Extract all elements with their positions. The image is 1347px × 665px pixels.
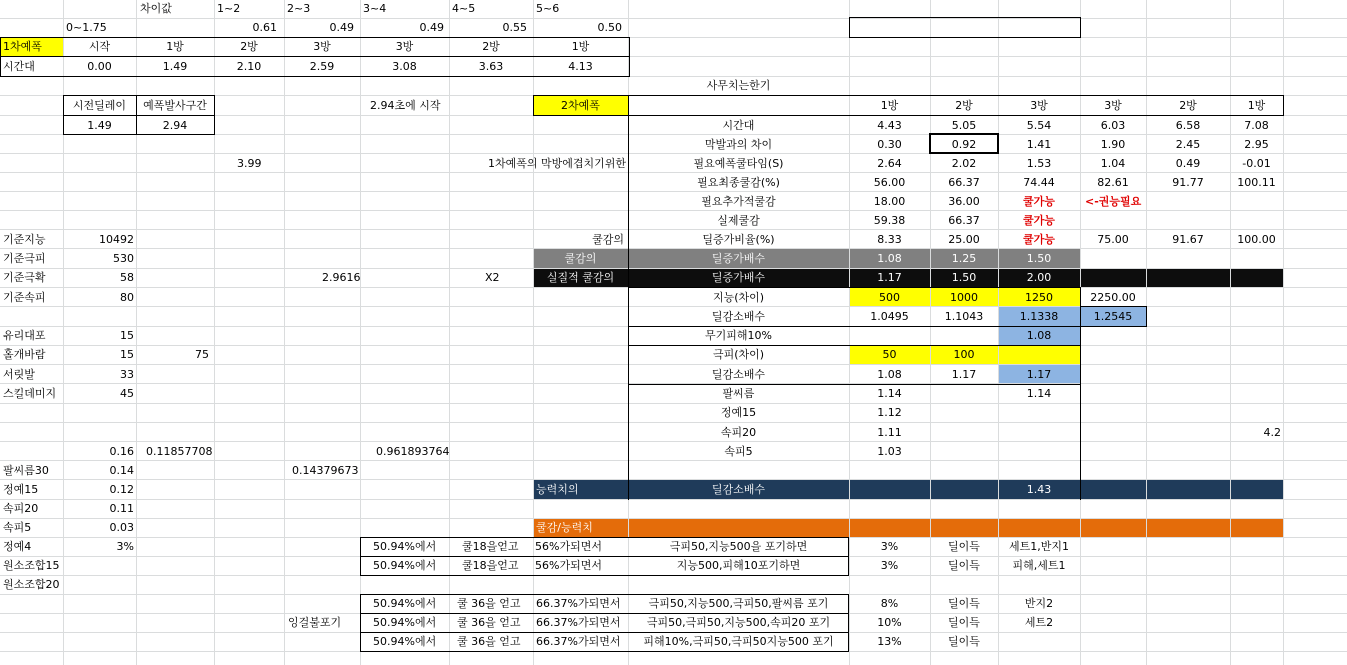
add-cool-note[interactable]: <-권능필요 bbox=[1085, 195, 1142, 208]
final-cool-val-5[interactable]: 100.11 bbox=[1237, 176, 1276, 189]
delay-header-1[interactable]: 시전딜레이 bbox=[72, 99, 127, 112]
red-mult1-val-0[interactable]: 1.0495 bbox=[870, 310, 909, 323]
left2-label-2[interactable]: 속피20 bbox=[3, 502, 39, 515]
giveup-label[interactable]: 잉걸불포기 bbox=[288, 616, 342, 629]
dmg-inc-val-3[interactable]: 75.00 bbox=[1097, 233, 1129, 246]
first-blast-val-5[interactable]: 3.63 bbox=[478, 60, 504, 73]
bottom-3-e[interactable]: 10% bbox=[877, 616, 902, 629]
real-cool-val-1[interactable]: 66.37 bbox=[948, 214, 980, 227]
black-row-val-1[interactable]: 1.50 bbox=[951, 271, 977, 284]
delay-val-2[interactable]: 2.94 bbox=[162, 119, 188, 132]
row-label-real-cool[interactable]: 실제쿨감 bbox=[717, 214, 760, 227]
bottom-2-b[interactable]: 쿨 36을 얻고 bbox=[457, 597, 521, 610]
bottom-1-g[interactable]: 피해,세트1 bbox=[1012, 559, 1066, 572]
left-stat-label-3[interactable]: 기준속피 bbox=[3, 291, 46, 304]
range-val-2[interactable]: 0.49 bbox=[419, 21, 444, 34]
value-399[interactable]: 3.99 bbox=[237, 157, 262, 170]
bottom-4-b[interactable]: 쿨 36을 얻고 bbox=[457, 635, 521, 648]
range-val-0[interactable]: 0.61 bbox=[252, 21, 277, 34]
second-blast-title-above[interactable]: 사무치는한기 bbox=[706, 79, 771, 92]
empty-bordered-box[interactable] bbox=[849, 17, 1081, 38]
second-blast-head-5[interactable]: 1방 bbox=[1247, 99, 1266, 112]
black-row-label[interactable]: 딜증가배수 bbox=[711, 271, 766, 284]
int-diff-label[interactable]: 지능(차이) bbox=[712, 291, 765, 304]
left-stat-label-5[interactable]: 홀개바람 bbox=[3, 348, 46, 361]
extra-label-2[interactable]: 속피20 bbox=[720, 426, 757, 439]
left2-label-0[interactable]: 팔씨름30 bbox=[3, 464, 49, 477]
extra-val-2[interactable]: 1.11 bbox=[877, 426, 902, 439]
cooltime-val-0[interactable]: 2.64 bbox=[877, 157, 902, 170]
crit-diff-val-1[interactable]: 100 bbox=[953, 348, 975, 361]
range-label-2[interactable]: 3~4 bbox=[363, 2, 387, 15]
left-stat-label-0[interactable]: 기준지능 bbox=[3, 233, 46, 246]
calc-b[interactable]: 0.11857708 bbox=[146, 445, 213, 458]
extra-label-3[interactable]: 속피5 bbox=[724, 445, 753, 458]
gray-row-left-label[interactable]: 쿨감의 bbox=[564, 252, 597, 265]
bottom-3-d[interactable]: 극피50,극피50,지능500,속피20 포기 bbox=[646, 616, 831, 629]
left-stat-label-6[interactable]: 서릿발 bbox=[3, 368, 35, 381]
left-stat-label-2[interactable]: 기준극확 bbox=[3, 271, 46, 284]
last-diff-val-3[interactable]: 1.90 bbox=[1100, 138, 1126, 151]
left-stat-label-1[interactable]: 기준극피 bbox=[3, 252, 46, 265]
row-label-add-cool[interactable]: 필요추가적쿨감 bbox=[701, 195, 776, 208]
final-cool-val-4[interactable]: 91.77 bbox=[1172, 176, 1204, 189]
ability-label[interactable]: 딜감소배수 bbox=[711, 483, 766, 496]
dmg-inc-val-1[interactable]: 25.00 bbox=[948, 233, 980, 246]
left-stat-val-7[interactable]: 45 bbox=[120, 387, 134, 400]
value-42[interactable]: 4.2 bbox=[1263, 426, 1281, 439]
calc-c[interactable]: 0.961893764 bbox=[376, 445, 450, 458]
bottom-2-d[interactable]: 극피50,지능500,극피50,팔씨름 포기 bbox=[648, 597, 829, 610]
dmg-inc-val-4[interactable]: 91.67 bbox=[1172, 233, 1204, 246]
second-blast-head-3[interactable]: 3방 bbox=[1104, 99, 1122, 112]
bottom-2-e[interactable]: 8% bbox=[880, 597, 899, 610]
bottom-0-a[interactable]: 50.94%에서 bbox=[373, 540, 437, 553]
first-blast-val-6[interactable]: 4.13 bbox=[568, 60, 593, 73]
cooltime-val-4[interactable]: 0.49 bbox=[1175, 157, 1201, 170]
dmg-inc-left-label[interactable]: 쿨감의 bbox=[592, 233, 624, 246]
range-val-1[interactable]: 0.49 bbox=[329, 21, 354, 34]
row-label-cooltime[interactable]: 필요예폭쿨타임(S) bbox=[693, 157, 784, 170]
black-row-val-2[interactable]: 2.00 bbox=[1026, 271, 1052, 284]
extra-val-1[interactable]: 1.12 bbox=[877, 406, 902, 419]
cooltime-val-5[interactable]: -0.01 bbox=[1242, 157, 1271, 170]
weapon-val[interactable]: 1.08 bbox=[1026, 329, 1052, 342]
left-stat-val-5[interactable]: 15 bbox=[120, 348, 134, 361]
red-mult1-val-1[interactable]: 1.1043 bbox=[944, 310, 984, 323]
bottom-0-c[interactable]: 56%가되면서 bbox=[535, 540, 602, 553]
first-blast-note[interactable]: 1차예폭의 막방에겹치기위한 bbox=[487, 157, 626, 170]
gray-row-val-1[interactable]: 1.25 bbox=[951, 252, 977, 265]
final-cool-val-2[interactable]: 74.44 bbox=[1023, 176, 1055, 189]
final-cool-val-0[interactable]: 56.00 bbox=[873, 176, 906, 189]
delay-header-2[interactable]: 예폭발사구간 bbox=[143, 99, 207, 112]
cooltime-val-3[interactable]: 1.04 bbox=[1100, 157, 1126, 170]
row-label-last-diff[interactable]: 막발과의 차이 bbox=[704, 138, 773, 151]
timeslot-val-4[interactable]: 6.58 bbox=[1175, 119, 1201, 132]
final-cool-val-3[interactable]: 82.61 bbox=[1097, 176, 1129, 189]
second-blast-head-2[interactable]: 3방 bbox=[1030, 99, 1048, 112]
first-blast-head-0[interactable]: 시작 bbox=[88, 40, 111, 53]
left-stat-val-2[interactable]: 58 bbox=[120, 271, 134, 284]
int-diff-val-2[interactable]: 1250 bbox=[1025, 291, 1053, 304]
timeslot-val-1[interactable]: 5.05 bbox=[951, 119, 977, 132]
orange-band-label[interactable]: 쿨감/능력치 bbox=[536, 521, 593, 534]
bottom-4-e[interactable]: 13% bbox=[877, 635, 902, 648]
bottom-0-d[interactable]: 극피50,지능500을 포기하면 bbox=[669, 540, 808, 553]
delay-val-1[interactable]: 1.49 bbox=[87, 119, 112, 132]
timeslot-val-3[interactable]: 6.03 bbox=[1100, 119, 1126, 132]
gray-row-val-0[interactable]: 1.08 bbox=[877, 252, 902, 265]
extra-label-1[interactable]: 정예15 bbox=[720, 406, 757, 419]
ability-val[interactable]: 1.43 bbox=[1026, 483, 1052, 496]
first-blast-head-3[interactable]: 3방 bbox=[313, 40, 331, 53]
bottom-0-e[interactable]: 3% bbox=[880, 540, 899, 553]
red-mult1-val-2[interactable]: 1.1338 bbox=[1019, 310, 1059, 323]
left2-val-1[interactable]: 0.12 bbox=[109, 483, 134, 496]
dmg-inc-val-2[interactable]: 쿨가능 bbox=[1023, 233, 1055, 246]
bottom-1-c[interactable]: 56%가되면서 bbox=[535, 559, 602, 572]
cooltime-val-2[interactable]: 1.53 bbox=[1026, 157, 1052, 170]
start-note[interactable]: 2.94초에 시작 bbox=[370, 99, 441, 112]
last-diff-val-1[interactable]: 0.92 bbox=[951, 138, 977, 151]
extra-label-0[interactable]: 팔씨름 bbox=[722, 387, 755, 400]
diff-label[interactable]: 차이값 bbox=[140, 2, 172, 15]
left2-label-5[interactable]: 원소조합15 bbox=[3, 559, 60, 572]
add-cool-val-1[interactable]: 36.00 bbox=[948, 195, 980, 208]
weapon-label[interactable]: 무기피해10% bbox=[705, 329, 772, 342]
left-stat-label-4[interactable]: 유리대포 bbox=[3, 329, 46, 342]
red-mult1-label[interactable]: 딜감소배수 bbox=[711, 310, 766, 323]
timeslot-val-0[interactable]: 4.43 bbox=[877, 119, 902, 132]
red-mult1-val-3[interactable]: 1.2545 bbox=[1093, 310, 1133, 323]
first-blast-timeslot-label[interactable]: 시간대 bbox=[3, 60, 35, 73]
first-blast-head-1[interactable]: 1방 bbox=[166, 40, 184, 53]
dmg-inc-val-0[interactable]: 8.33 bbox=[877, 233, 902, 246]
last-diff-val-4[interactable]: 2.45 bbox=[1175, 138, 1201, 151]
second-blast-head-4[interactable]: 2방 bbox=[1179, 99, 1197, 112]
real-cool-val-0[interactable]: 59.38 bbox=[873, 214, 906, 227]
range-0[interactable]: 0~1.75 bbox=[66, 21, 107, 34]
left2-label-1[interactable]: 정예15 bbox=[3, 483, 39, 496]
left2-val-0[interactable]: 0.14 bbox=[109, 464, 134, 477]
row-label-timeslot[interactable]: 시간대 bbox=[722, 119, 755, 132]
black-row-left-label[interactable]: 실질적 쿨감의 bbox=[546, 271, 615, 284]
extra-val-0-b[interactable]: 1.14 bbox=[1026, 387, 1052, 400]
black-row-val-0[interactable]: 1.17 bbox=[877, 271, 902, 284]
bottom-3-g[interactable]: 세트2 bbox=[1024, 616, 1054, 629]
first-blast-head-4[interactable]: 3방 bbox=[395, 40, 414, 53]
left-stat-extra-5[interactable]: 75 bbox=[195, 348, 209, 361]
bottom-3-c[interactable]: 66.37%가되면서 bbox=[536, 616, 621, 629]
bottom-4-a[interactable]: 50.94%에서 bbox=[373, 635, 437, 648]
first-blast-head-5[interactable]: 2방 bbox=[482, 40, 500, 53]
add-cool-val-0[interactable]: 18.00 bbox=[873, 195, 906, 208]
orange-band bbox=[533, 518, 1283, 537]
bottom-2-f[interactable]: 딜이득 bbox=[948, 597, 980, 610]
int-diff-val-0[interactable]: 500 bbox=[879, 291, 900, 304]
gray-row-label[interactable]: 딜증가배수 bbox=[711, 252, 766, 265]
real-cool-possible[interactable]: 쿨가능 bbox=[1023, 214, 1055, 227]
left2-val-4[interactable]: 3% bbox=[116, 540, 134, 553]
bottom-3-b[interactable]: 쿨 36을 얻고 bbox=[457, 616, 521, 629]
first-blast-head-6[interactable]: 1방 bbox=[571, 40, 590, 53]
last-diff-val-5[interactable]: 2.95 bbox=[1244, 138, 1269, 151]
bottom-0-b[interactable]: 쿨18을얻고 bbox=[462, 540, 519, 553]
range-label-4[interactable]: 5~6 bbox=[536, 2, 560, 15]
bottom-1-f[interactable]: 딜이득 bbox=[948, 559, 980, 572]
calc-d[interactable]: 0.14379673 bbox=[292, 464, 359, 477]
int-diff-val-1[interactable]: 1000 bbox=[950, 291, 978, 304]
left2-label-6[interactable]: 원소조합20 bbox=[3, 578, 60, 591]
dmg-inc-val-5[interactable]: 100.00 bbox=[1237, 233, 1276, 246]
timeslot-val-2[interactable]: 5.54 bbox=[1026, 119, 1052, 132]
bottom-1-d[interactable]: 지능500,피해10포기하면 bbox=[676, 559, 801, 572]
left-stat-val-1[interactable]: 530 bbox=[113, 252, 134, 265]
last-diff-val-0[interactable]: 0.30 bbox=[877, 138, 902, 151]
ability-left-label[interactable]: 능력치의 bbox=[536, 483, 579, 496]
first-blast-val-0[interactable]: 0.00 bbox=[87, 60, 112, 73]
left-stat-label-7[interactable]: 스킬데미지 bbox=[3, 387, 57, 400]
bottom-0-g[interactable]: 세트1,반지1 bbox=[1009, 540, 1069, 553]
bottom-4-c[interactable]: 66.37%가되면서 bbox=[536, 635, 621, 648]
bottom-1-b[interactable]: 쿨18을얻고 bbox=[462, 559, 519, 572]
range-label-3[interactable]: 4~5 bbox=[452, 2, 476, 15]
bottom-4-f[interactable]: 딜이득 bbox=[948, 635, 980, 648]
range-label-0[interactable]: 1~2 bbox=[217, 2, 241, 15]
first-blast-val-3[interactable]: 2.59 bbox=[309, 60, 335, 73]
bottom-2-c[interactable]: 66.37%가되면서 bbox=[536, 597, 621, 610]
left-stat-val-6[interactable]: 33 bbox=[120, 368, 134, 381]
bottom-0-f[interactable]: 딜이득 bbox=[948, 540, 980, 553]
range-val-3[interactable]: 0.55 bbox=[502, 21, 527, 34]
second-blast-head-0[interactable]: 1방 bbox=[880, 99, 899, 112]
bottom-3-a[interactable]: 50.94%에서 bbox=[373, 616, 437, 629]
left-stat-val-4[interactable]: 15 bbox=[120, 329, 134, 342]
bottom-1-a[interactable]: 50.94%에서 bbox=[373, 559, 437, 572]
second-blast-head-1[interactable]: 2방 bbox=[955, 99, 973, 112]
bottom-3-f[interactable]: 딜이득 bbox=[948, 616, 980, 629]
timeslot-val-5[interactable]: 7.08 bbox=[1244, 119, 1269, 132]
first-blast-val-4[interactable]: 3.08 bbox=[392, 60, 417, 73]
crit-diff-val-0[interactable]: 50 bbox=[882, 348, 897, 361]
left2-val-2[interactable]: 0.11 bbox=[109, 502, 134, 515]
first-blast-title[interactable]: 1차예폭 bbox=[3, 40, 42, 53]
first-blast-val-1[interactable]: 1.49 bbox=[162, 60, 188, 73]
left2-val-3[interactable]: 0.03 bbox=[109, 521, 134, 534]
left2-label-3[interactable]: 속피5 bbox=[3, 521, 32, 534]
bottom-2-g[interactable]: 반지2 bbox=[1024, 597, 1054, 610]
gray-row-val-2[interactable]: 1.50 bbox=[1026, 252, 1052, 265]
extra-val-0[interactable]: 1.14 bbox=[877, 387, 902, 400]
cooltime-val-1[interactable]: 2.02 bbox=[951, 157, 977, 170]
left-stat-val-0[interactable]: 10492 bbox=[99, 233, 134, 246]
final-cool-val-1[interactable]: 66.37 bbox=[948, 176, 980, 189]
bottom-4-d[interactable]: 피해10%,극피50,극피50지능500 포기 bbox=[643, 635, 834, 648]
first-blast-val-2[interactable]: 2.10 bbox=[236, 60, 262, 73]
bottom-1-e[interactable]: 3% bbox=[880, 559, 899, 572]
row-label-final-cool[interactable]: 필요최종쿨감(%) bbox=[697, 176, 780, 189]
second-blast-title[interactable]: 2차예폭 bbox=[561, 99, 600, 112]
range-label-1[interactable]: 2~3 bbox=[287, 2, 311, 15]
red-mult2-val-1[interactable]: 1.17 bbox=[951, 368, 977, 381]
last-diff-val-2[interactable]: 1.41 bbox=[1026, 138, 1052, 151]
x2-label[interactable]: X2 bbox=[485, 271, 500, 284]
range-val-4[interactable]: 0.50 bbox=[597, 21, 622, 34]
red-mult2-val-2[interactable]: 1.17 bbox=[1026, 368, 1052, 381]
crit-diff-label[interactable]: 극피(차이) bbox=[712, 348, 765, 361]
red-mult2-val-0[interactable]: 1.08 bbox=[877, 368, 902, 381]
value-29616[interactable]: 2.9616 bbox=[322, 271, 361, 284]
add-cool-possible[interactable]: 쿨가능 bbox=[1023, 195, 1055, 208]
first-blast-head-2[interactable]: 2방 bbox=[240, 40, 258, 53]
extra-val-3[interactable]: 1.03 bbox=[877, 445, 902, 458]
left2-label-4[interactable]: 정예4 bbox=[3, 540, 32, 553]
red-mult2-label[interactable]: 딜감소배수 bbox=[711, 368, 766, 381]
row-label-dmg-inc[interactable]: 딜증가비율(%) bbox=[702, 233, 775, 246]
calc-a[interactable]: 0.16 bbox=[109, 445, 134, 458]
left-stat-val-3[interactable]: 80 bbox=[120, 291, 134, 304]
bottom-2-a[interactable]: 50.94%에서 bbox=[373, 597, 437, 610]
int-diff-val-3[interactable]: 2250.00 bbox=[1090, 291, 1136, 304]
